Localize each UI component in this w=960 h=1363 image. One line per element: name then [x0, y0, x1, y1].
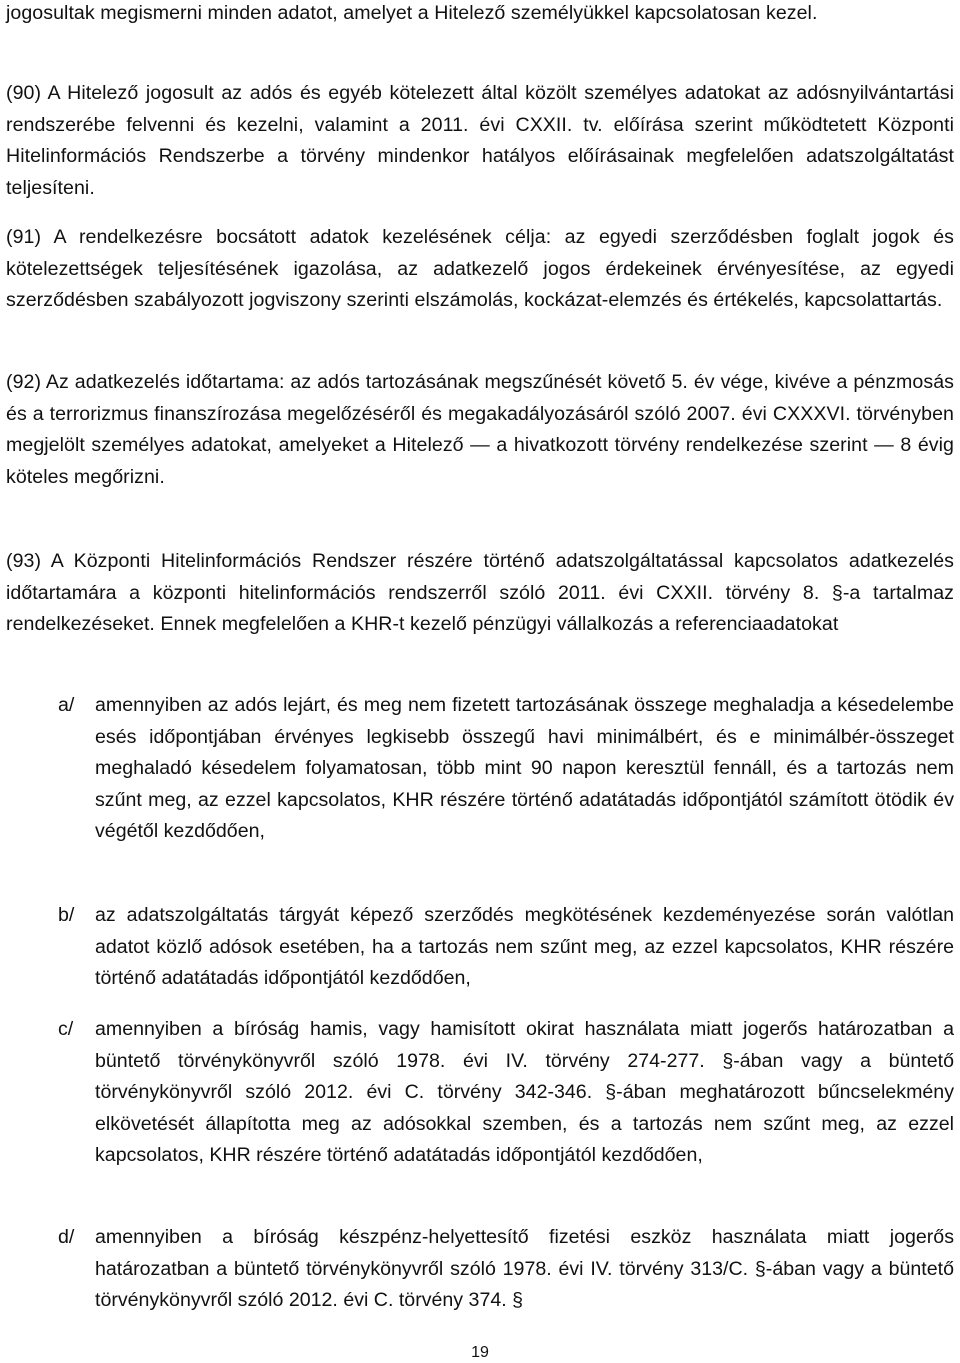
paragraph-93: (93) A Központi Hitelinformációs Rendszer részére történő adatszolgáltatással kapcsolatos adatkezelés időtartamára a központi hitelinformációs rendszerről szóló 2011. évi CXXII. törvény 8. §-a tartalmaz rendelkezéseket. Ennek megfelelően a KHR-t kezelő pénzügyi vállalkozás a referenciaadatokat	[6, 550, 954, 635]
list-item-marker: a/	[58, 694, 75, 716]
list-item	[58, 900, 954, 995]
list-item-text: amennyiben a bíróság hamis, vagy hamisított okirat használata miatt jogerős határozatban a büntető törvénykönyvről szóló 1978. évi IV. törvény 274-277. §-ában vagy a büntető törvénykönyvről szóló 2012. évi C. törvény 342-346. §-ában meghatározott bűncselekmény elkövetését állapította meg az adósokkal szemben, és a tartozás nem szűnt meg, az ezzel kapcsolatos, KHR részére történő adatátadás időpontjától kezdődően,	[95, 1018, 954, 1166]
list-item-marker: d/	[58, 1226, 75, 1248]
list-item	[58, 1014, 954, 1172]
list-item-marker: c/	[58, 1018, 74, 1040]
list-item	[58, 1222, 954, 1317]
list-item-marker: b/	[58, 904, 75, 926]
paragraph-91: (91) A rendelkezésre bocsátott adatok kezelésének célja: az egyedi szerződésben foglalt jogok és kötelezettségek teljesítésének igazolása, az adatkezelő jogos érdekeinek érvényesítése, az egyedi szerződésben szabályozott jogviszony szerinti elszámolás, kockázat-elemzés és értékelés, kapcsolattartás.	[6, 226, 954, 311]
paragraph-90: (90) A Hitelező jogosult az adós és egyéb kötelezett által közölt személyes adatokat az adósnyilvántartási rendszerébe felvenni és kezelni, valamint a 2011. évi CXXII. tv. előírása szerint működtetett Központi Hitelinformációs Rendszerbe a törvény mindenkor hatályos előírásainak megfelelően adatszolgáltatást teljesíteni.	[6, 82, 954, 199]
list-item-text: amennyiben a bíróság készpénz-helyettesítő fizetési eszköz használata miatt jogerős határozatban a büntető törvénykönyvről szóló 1978. évi IV. törvény 313/C. §-ában vagy a büntető törvénykönyvről szóló 2012. évi C. törvény 374. §	[95, 1226, 954, 1311]
list-item-text: az adatszolgáltatás tárgyát képező szerződés megkötésének kezdeményezése során valótlan adatot közlő adósok esetében, ha a tartozás nem szűnt meg, az ezzel kapcsolatos, KHR részére történő adatátadás időpontjától kezdődően,	[95, 904, 954, 989]
document-page	[6, 0, 954, 1362]
page-number: 19	[471, 1344, 489, 1361]
paragraph-continuation: jogosultak megismerni minden adatot, amelyet a Hitelező személyükkel kapcsolatosan kezel.	[6, 2, 818, 24]
list-item	[58, 690, 954, 848]
paragraph-92: (92) Az adatkezelés időtartama: az adós tartozásának megszűnését követő 5. év vége, kivéve a pénzmosás és a terrorizmus finanszírozása megelőzéséről és megakadályozásáról szóló 2007. évi CXXXVI. törvényben megjelölt személyes adatokat, amelyeket a Hitelező — a hivatkozott törvény rendelkezése szerint — 8 évig köteles megőrizni.	[6, 371, 954, 488]
list-item-text: amennyiben az adós lejárt, és meg nem fizetett tartozásának összege meghaladja a késedelembe esés időpontjában érvényes legkisebb összegű havi minimálbért, és e minimálbér-összeget meghaladó késedelem folyamatosan, több mint 90 napon keresztül fennáll, és a tartozás nem szűnt meg, az ezzel kapcsolatos, KHR részére történő adatátadás időpontjától számított ötödik év végétől kezdődően,	[95, 694, 954, 842]
